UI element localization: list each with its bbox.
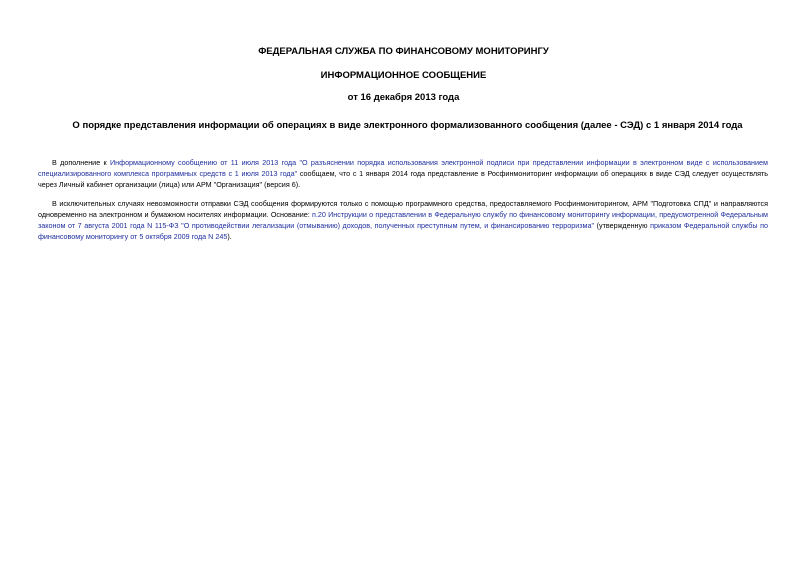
document-type-heading: ИНФОРМАЦИОННОЕ СООБЩЕНИЕ <box>320 70 487 81</box>
agency-heading: ФЕДЕРАЛЬНАЯ СЛУЖБА ПО ФИНАНСОВОМУ МОНИТОРИНГУ <box>258 46 549 57</box>
paragraph-1-text-1: В дополнение к <box>52 158 111 168</box>
paragraph-2-text-1: В исключительных случаях невозможности отправки СЭД сообщения формируются только с помощью программного средства, предоставляемого Росфинмониторингом, АРМ "Подготовка СПД" и направляются одновременно на электронном и бумажном носителях информации. Основание: <box>38 199 768 220</box>
order-link[interactable]: приказом Федеральной службы по финансовому мониторингу от 5 октября 2009 года N 245 <box>38 221 769 242</box>
paragraph-2-text-2: (утвержденную <box>594 221 651 231</box>
document-date: от 16 декабря 2013 года <box>347 92 460 103</box>
paragraph-1-text-2: сообщаем, что с 1 января 2014 года представление в Росфинмониторинг информации об операциях в виде СЭД следует осуществлять через Личный кабинет организации (лица) или АРМ "Организация" (версия 6). <box>38 169 768 190</box>
info-message-link[interactable]: Информационному сообщению от 11 июля 2013 года "О разъяснении порядка использования электронной подписи при представлении информации в электронном виде с использованием специализированного комплекса программных средств с 1 июля 2013 года" <box>38 158 768 179</box>
paragraph-2-text-3: ). <box>227 232 232 242</box>
paragraph-2 <box>38 198 768 242</box>
instruction-link[interactable]: п.20 Инструкции о представлении в Федеральную службу по финансовому мониторингу информации, предусмотренной Федеральным законом от 7 августа 2001 года N 115-ФЗ "О противодействии легализации (отмыванию) доходов, полученных преступным путем, и финансированию терроризма" <box>38 210 768 231</box>
paragraph-1 <box>38 157 768 190</box>
document-title: О порядке представления информации об операциях в виде электронного формализованного сообщения (далее - СЭД) с 1 января 2014 года <box>72 120 743 131</box>
